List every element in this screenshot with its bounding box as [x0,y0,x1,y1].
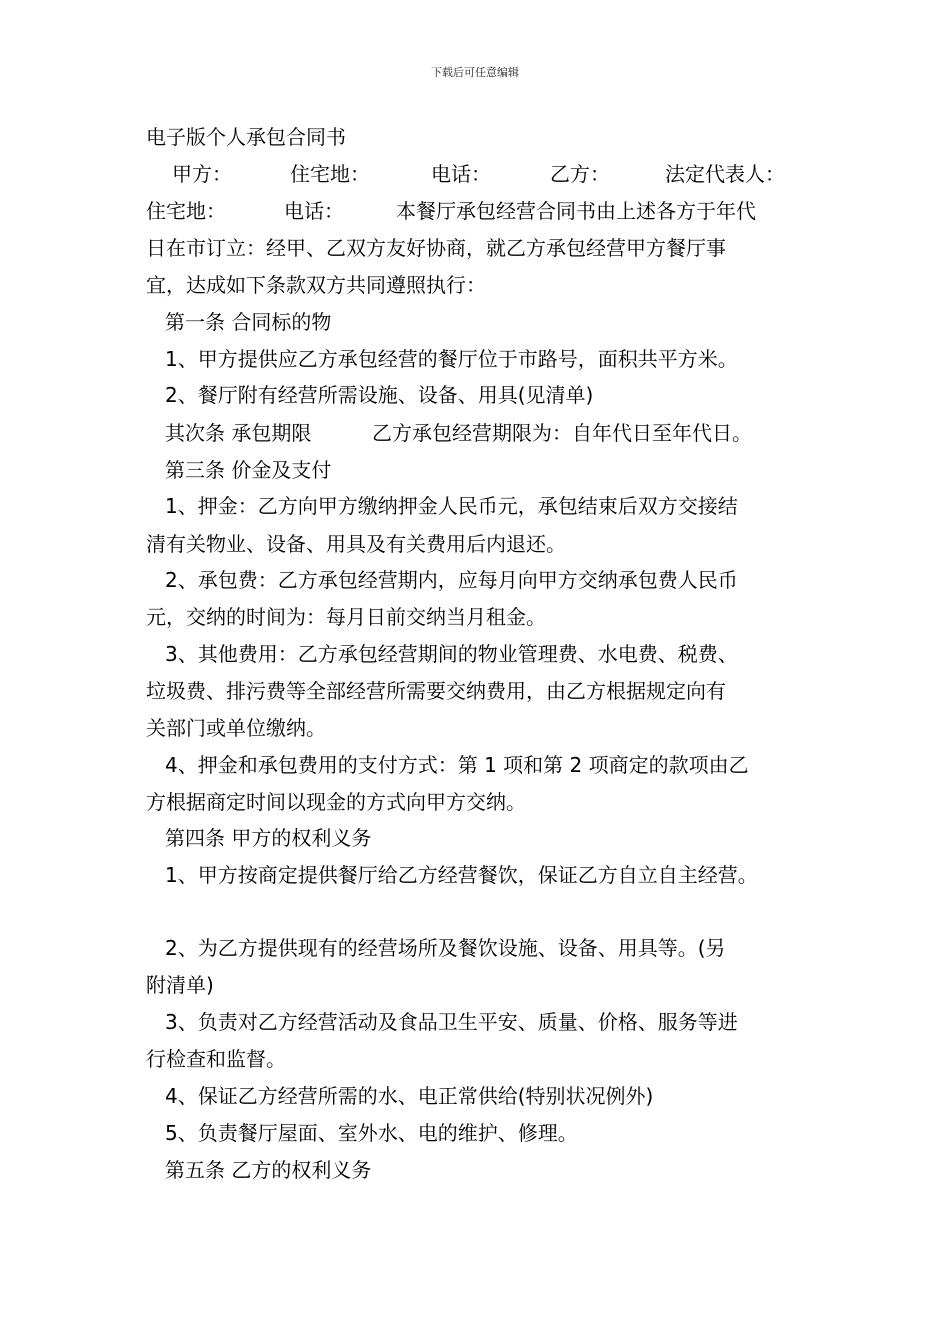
article-4-item-4: 4、保证乙方经营所需的水、电正常供给(特别状况例外) [165,1084,654,1108]
residence-label-2: 住宅地： [146,199,226,223]
party-b-label: 乙方： [550,162,610,186]
residence-label: 住宅地： [290,162,370,186]
article-4-item-2-continued: 附清单) [146,973,214,997]
article-1-heading: 第一条 合同标的物 [165,310,332,334]
article-3-item-1-continued: 清有关物业、设备、用具及有关费用后内退还。 [146,532,566,556]
party-a-label: 甲方： [172,162,232,186]
article-5-heading: 第五条 乙方的权利义务 [165,1158,372,1182]
article-3-item-4: 4、押金和承包费用的支付方式：第 1 项和第 2 项商定的款项由乙 [165,753,749,777]
article-2-content: 乙方承包经营期限为：自年代日至年代日。 [372,421,752,445]
article-3-item-3-end: 关部门或单位缴纳。 [146,716,326,740]
phone-label: 电话： [431,162,491,186]
article-4-item-3-continued: 行检查和监督。 [146,1047,286,1071]
legal-representative-label: 法定代表人： [665,162,785,186]
contract-intro-continued: 日在市订立：经甲、乙双方友好协商，就乙方承包经营甲方餐厅事 [146,236,726,260]
article-1-item-1: 1、甲方提供应乙方承包经营的餐厅位于市路号，面积共平方米。 [165,347,738,371]
article-3-item-4-continued: 方根据商定时间以现金的方式向甲方交纳。 [146,790,526,814]
contract-intro-end: 宜，达成如下条款双方共同遵照执行： [146,273,486,297]
article-4-item-2: 2、为乙方提供现有的经营场所及餐饮设施、设备、用具等。(另 [165,936,726,960]
article-1-item-2: 2、餐厅附有经营所需设施、设备、用具(见清单) [165,383,594,407]
header-note: 下载后可任意编辑 [431,66,519,79]
contract-intro-line: 本餐厅承包经营合同书由上述各方于年代 [396,199,756,223]
article-4-item-3: 3、负责对乙方经营活动及食品卫生平安、质量、价格、服务等进 [165,1010,738,1034]
article-3-heading: 第三条 价金及支付 [165,458,332,482]
phone-label-2: 电话： [284,199,344,223]
article-4-item-1: 1、甲方按商定提供餐厅给乙方经营餐饮，保证乙方自立自主经营。 [165,863,758,887]
article-4-item-5: 5、负责餐厅屋面、室外水、电的维护、修理。 [165,1121,578,1145]
document-title: 电子版个人承包合同书 [146,125,346,149]
article-3-item-3: 3、其他费用：乙方承包经营期间的物业管理费、水电费、税费、 [165,642,738,666]
article-3-item-1: 1、押金：乙方向甲方缴纳押金人民币元，承包结束后双方交接结 [165,494,738,518]
article-2-heading: 其次条 承包期限 [165,421,312,445]
article-3-item-2-continued: 元，交纳的时间为：每月日前交纳当月租金。 [146,605,546,629]
article-3-item-3-continued: 垃圾费、排污费等全部经营所需要交纳费用，由乙方根据规定向有 [146,679,726,703]
article-4-heading: 第四条 甲方的权利义务 [165,826,372,850]
article-3-item-2: 2、承包费：乙方承包经营期内，应每月向甲方交纳承包费人民币 [165,568,738,592]
